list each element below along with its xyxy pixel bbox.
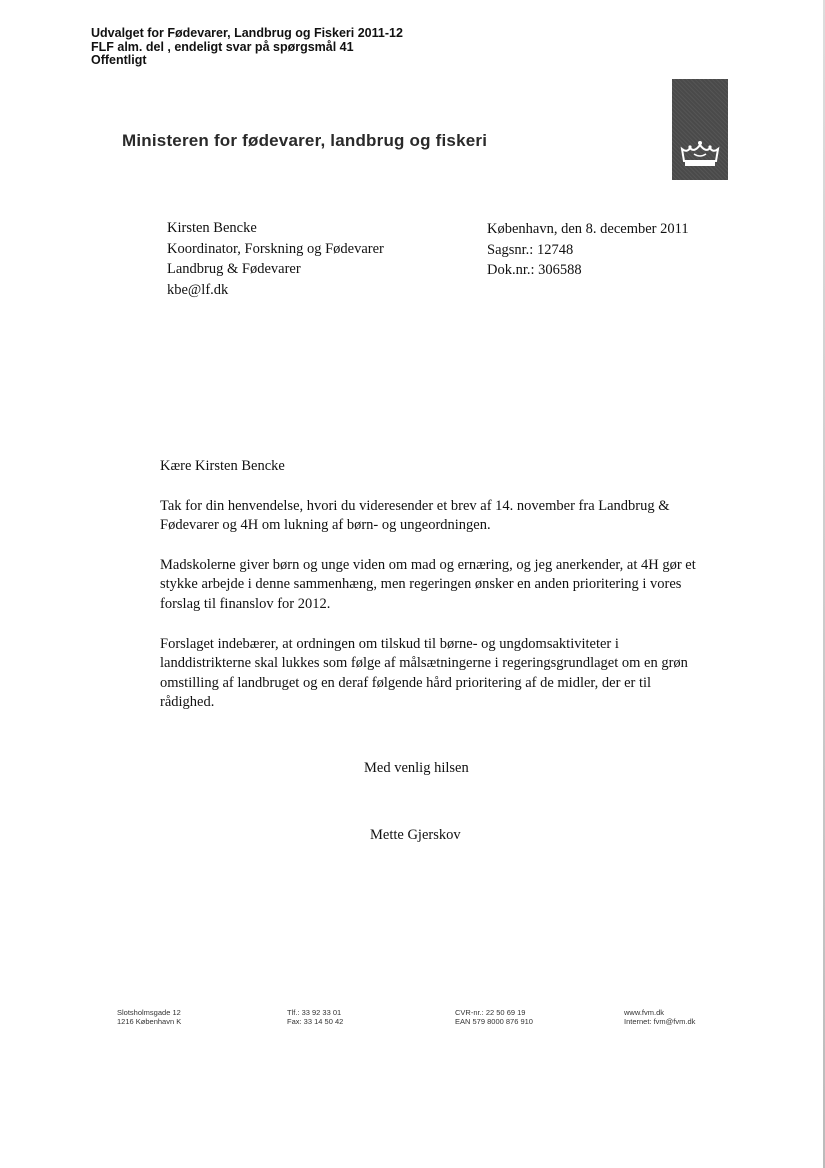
footer-web [624,1008,695,1026]
closing: Med venlig hilsen [364,760,469,776]
place-date: København, den 8. december 2011 [487,221,689,237]
paragraph-3: Forslaget indebærer, at ordningen om tilskud til børne- og ungdomsaktiviteter i landdistrikterne skal lukkes som følge af målsætningerne i regeringsgrundlaget om en grøn omstilling af landbruget og en deraf følgende hård prioritering af de midler, der er til rådighed. [160,635,688,711]
recipient-role: Koordinator, Forskning og Fødevarer [167,240,384,257]
case-number: Sagsnr.: 12748 [487,241,574,258]
footer-address-line-2: 1216 København K [117,1017,182,1026]
document-header [91,27,403,68]
signature: Mette Gjerskov [370,827,461,843]
recipient-name: Kirsten Bencke [167,220,257,236]
footer-email[interactable]: Internet: fvm@fvm.dk [624,1017,696,1026]
header-line-1: Udvalget for Fødevarer, Landbrug og Fiskeri 2011-12 [91,26,403,40]
footer-fax-number: Fax: 33 14 50 42 [287,1017,344,1026]
crown-icon [678,139,722,169]
footer-ean: EAN 579 8000 876 910 [455,1017,533,1026]
footer-address-line-1: Slotsholmsgade 12 [117,1008,181,1017]
footer-website[interactable]: www.fvm.dk [624,1008,665,1017]
ministry-title: Ministeren for fødevarer, landbrug og fiskeri [122,131,488,150]
header-line-2: FLF alm. del , endeligt svar på spørgsmål 41 [91,39,354,54]
footer-cvr: CVR-nr.: 22 50 69 19 [455,1008,526,1017]
ministry-logo [672,79,728,180]
document-number: Dok.nr.: 306588 [487,262,582,278]
recipient-organization: Landbrug & Fødevarer [167,261,301,277]
paragraph-1: Tak for din henvendelse, hvori du videresender et brev af 14. november fra Landbrug & Fødevarer og 4H om lukning af børn- og ungeordningen. [160,497,670,534]
paragraph-2: Madskolerne giver børn og unge viden om mad og ernæring, og jeg anerkender, at 4H gør et stykke arbejde i denne sammenhæng, men regeringen ønsker en anden prioritering i vores forslag til finanslov for 2012. [160,556,696,612]
letter-body [160,457,700,733]
document-meta [487,219,689,281]
footer-address [117,1008,181,1026]
footer-phone-number: Tlf.: 33 92 33 01 [287,1008,342,1017]
greeting: Kære Kirsten Bencke [160,458,285,474]
recipient-block [167,218,384,300]
header-line-3: Offentligt [91,53,147,67]
recipient-email[interactable]: kbe@lf.dk [167,281,229,298]
footer-phone [287,1008,343,1026]
footer-registration [455,1008,533,1026]
